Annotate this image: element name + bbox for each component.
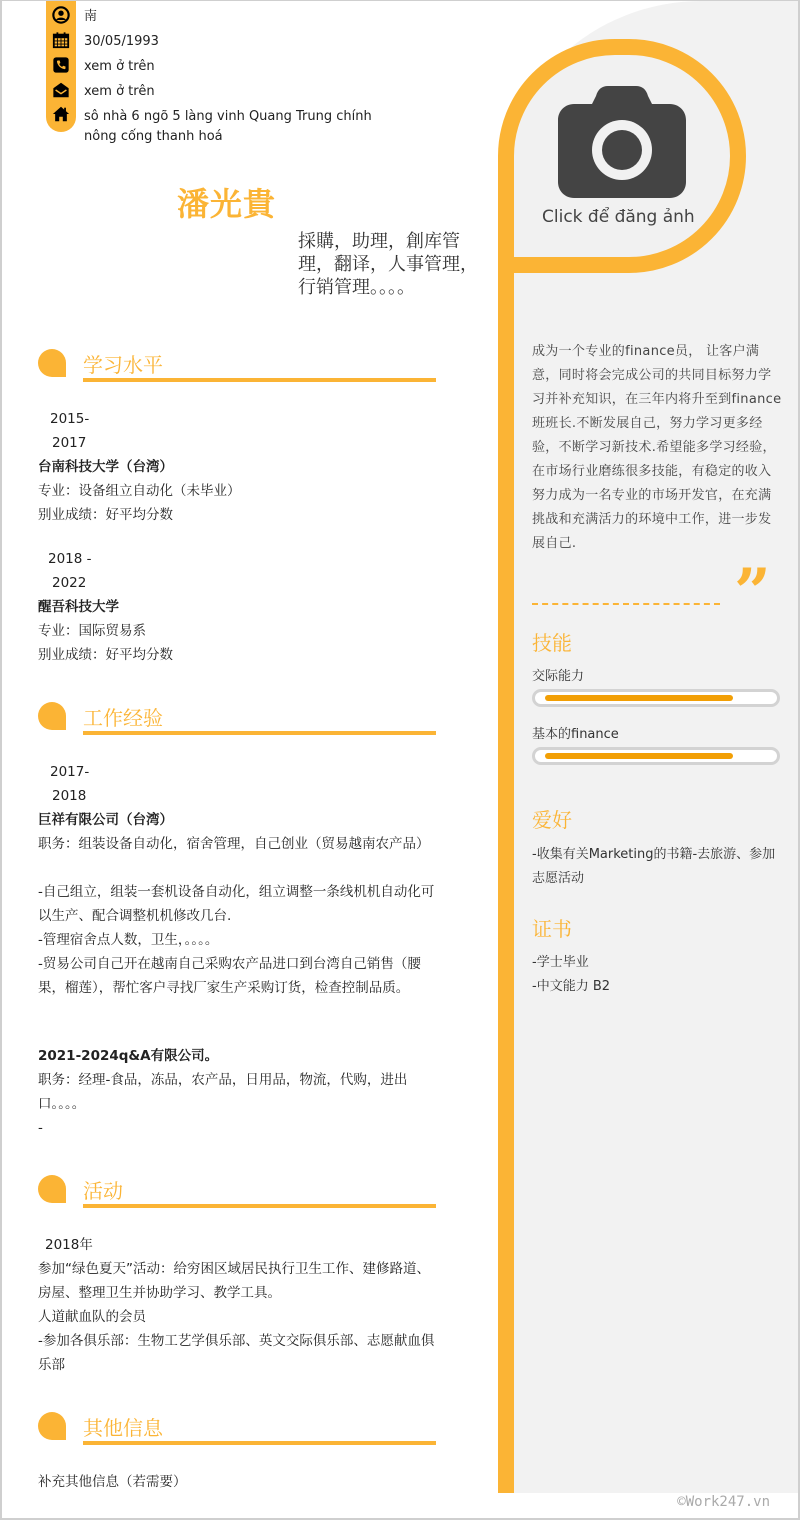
sidebar-accent-stripe xyxy=(498,261,514,1493)
camera-icon[interactable] xyxy=(558,86,686,198)
address-line-1: sô nhà 6 ngõ 5 làng vinh Quang Trung chính xyxy=(84,109,372,124)
other-info-title: 其他信息 xyxy=(83,1416,163,1440)
candidate-name: 潘光貴 xyxy=(177,185,277,223)
skill-bar xyxy=(532,689,780,707)
section-bullet-icon xyxy=(38,349,66,377)
experience-company: 巨祥有限公司（台湾） xyxy=(38,812,173,828)
experience-title: 工作经验 xyxy=(83,706,163,730)
phone-text: xem ở trên xyxy=(84,59,155,74)
career-objective: 成为一个专业的finance员， 让客户满意，同时将会完成公司的共同目标努力学习并补充知识，在三年内将升至到finance班班长.不断发展自己，努力学习更多经验，不断学习新技术.希望能多学习经验，在市场行业磨练很多技能，有稳定的收入努力成为一名专业的市场开发官，在充满挑战和充满活力的环境中工作，进一步发展自己. xyxy=(532,344,782,551)
other-info-text: 补充其他信息（若需要） xyxy=(38,1474,187,1490)
education-period-start: 2015- xyxy=(50,411,90,427)
photo-upload-caption[interactable]: Click để đăng ảnh xyxy=(542,207,695,227)
section-underline xyxy=(83,731,436,735)
hobbies-title: 爱好 xyxy=(532,808,572,832)
experience-line: -管理宿舍点人数，卫生，。。。。 xyxy=(38,932,219,948)
education-grade: 别业成绩：好平均分数 xyxy=(38,647,173,663)
education-school: 醒吾科技大学 xyxy=(38,599,119,615)
experience-period-end: 2018 xyxy=(52,788,87,804)
skill-name: 交际能力 xyxy=(532,669,585,684)
birthdate-text: 30/05/1993 xyxy=(84,34,159,49)
phone-icon xyxy=(51,55,71,75)
envelope-open-icon xyxy=(51,80,71,100)
skill-name: 基本的finance xyxy=(532,727,619,742)
experience-period-start: 2017- xyxy=(50,764,90,780)
certificate-item: -学士毕业 xyxy=(532,955,589,970)
experience-line: -自己组立，组装一套机设备自动化，组立调整一条线机机自动化可以生产、配合调整机机修改几台. xyxy=(38,884,435,924)
education-period-start: 2018 - xyxy=(48,551,92,567)
education-period-end: 2017 xyxy=(52,435,87,451)
experience-line: - xyxy=(38,1120,43,1136)
section-bullet-icon xyxy=(38,702,66,730)
activities-title: 活动 xyxy=(83,1179,123,1203)
activity-line: 人道献血队的会员 xyxy=(38,1309,146,1325)
calendar-icon xyxy=(51,30,71,50)
experience-line: 职务：经理-食品，冻品，农产品，日用品，物流，代购，进出口。。。。 xyxy=(38,1072,408,1112)
activity-line: -参加各俱乐部：生物工艺学俱乐部、英文交际俱乐部、志愿献血俱乐部 xyxy=(38,1333,435,1373)
skill-bar-fill xyxy=(545,753,733,759)
objective-divider xyxy=(532,603,720,605)
address-line-2: nông cống thanh hoá xyxy=(84,129,223,144)
section-bullet-icon xyxy=(38,1175,66,1203)
experience-company: 2021-2024q&A有限公司。 xyxy=(38,1048,219,1064)
education-school: 台南科技大学（台湾） xyxy=(38,459,173,475)
section-underline xyxy=(83,1204,436,1208)
section-underline xyxy=(83,378,436,382)
skill-bar-fill xyxy=(545,695,733,701)
certificate-item: -中文能力 B2 xyxy=(532,979,611,994)
gender-text: 南 xyxy=(84,9,98,24)
education-grade: 别业成绩：好平均分数 xyxy=(38,507,173,523)
certificates-title: 证书 xyxy=(532,917,572,941)
education-major: 专业：设备组立自动化（未毕业） xyxy=(38,483,241,499)
section-bullet-icon xyxy=(38,1412,66,1440)
section-underline xyxy=(83,1441,436,1445)
email-text: xem ở trên xyxy=(84,84,155,99)
education-major: 专业：国际贸易系 xyxy=(38,623,146,639)
experience-line: 职务：组装设备自动化，宿舍管理，自己创业（贸易越南农产品） xyxy=(38,836,430,852)
home-icon xyxy=(51,104,71,124)
education-title: 学习水平 xyxy=(83,353,163,377)
experience-line: -贸易公司自己开在越南自己采购农产品进口到台湾自己销售（腰果，榴莲），帮忙客户寻找厂家生产采购订货，检查控制品质。 xyxy=(38,956,421,996)
hobbies-text: -收集有关Marketing的书籍-去旅游、参加志愿活动 xyxy=(532,847,776,886)
activity-line: 参加“绿色夏天”活动：给穷困区域居民执行卫生工作、建修路道、房屋、整理卫生并协助学习、教学工具。 xyxy=(38,1261,430,1301)
watermark: ©Work247.vn xyxy=(677,1494,770,1510)
education-period-end: 2022 xyxy=(52,575,87,591)
job-title: 採購，助理，創库管理，翻译，人事管理，行销管理。。。。 xyxy=(298,231,478,298)
quote-mark-icon: ” xyxy=(734,555,771,630)
skill-bar xyxy=(532,747,780,765)
user-icon xyxy=(51,5,71,25)
activities-year: 2018年 xyxy=(45,1237,93,1253)
skills-title: 技能 xyxy=(532,631,572,655)
